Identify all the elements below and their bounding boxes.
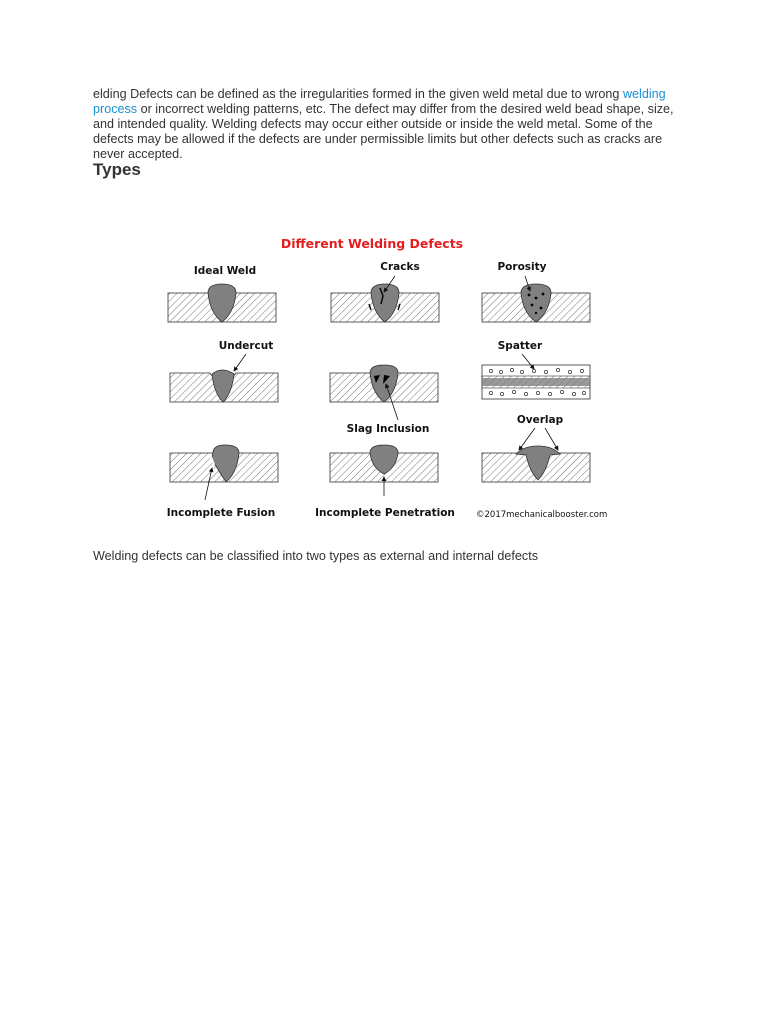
types-heading: Types bbox=[93, 160, 141, 179]
slag-inclusion-diagram bbox=[330, 365, 438, 435]
spatter-label: Spatter bbox=[497, 340, 543, 352]
incomplete-fusion-diagram bbox=[167, 445, 278, 519]
slag-inclusion-label: Slag Inclusion bbox=[346, 423, 430, 435]
incomplete-penetration-diagram bbox=[315, 445, 455, 519]
figure-copyright: ©2017mechanicalbooster.com bbox=[476, 510, 608, 520]
intro-text-1: elding Defects can be defined as the irregularities formed in the given weld metal due to wrong bbox=[93, 87, 623, 101]
intro-paragraph bbox=[93, 87, 683, 162]
porosity-label: Porosity bbox=[497, 261, 547, 273]
welding-defects-figure bbox=[150, 228, 620, 528]
welding-process-link[interactable]: welding process bbox=[93, 87, 666, 116]
porosity-diagram bbox=[482, 261, 590, 322]
undercut-diagram bbox=[170, 340, 278, 402]
incomplete-fusion-label: Incomplete Fusion bbox=[166, 507, 276, 519]
incomplete-penetration-label: Incomplete Penetration bbox=[315, 507, 455, 519]
ideal-weld-diagram bbox=[168, 265, 276, 322]
ideal-weld-label: Ideal Weld bbox=[193, 265, 257, 277]
intro-text-2: or incorrect welding patterns, etc. The defect may differ from the desired weld bead shape, size, and intended quality. Welding defects may occur either outside or inside the weld metal. Some of the defects may be allowed if the defects are under permissible limits but other defects such as cracks are never accepted. bbox=[93, 102, 674, 161]
cracks-label: Cracks bbox=[380, 261, 420, 273]
overlap-label: Overlap bbox=[516, 414, 564, 426]
cracks-diagram bbox=[331, 261, 439, 322]
overlap-diagram bbox=[482, 414, 590, 482]
spatter-diagram bbox=[482, 340, 590, 399]
closing-paragraph: Welding defects can be classified into two types as external and internal defects bbox=[93, 549, 538, 563]
welding-defects-diagram bbox=[150, 228, 620, 528]
figure-title: Different Welding Defects bbox=[280, 236, 464, 251]
undercut-label: Undercut bbox=[218, 340, 274, 352]
